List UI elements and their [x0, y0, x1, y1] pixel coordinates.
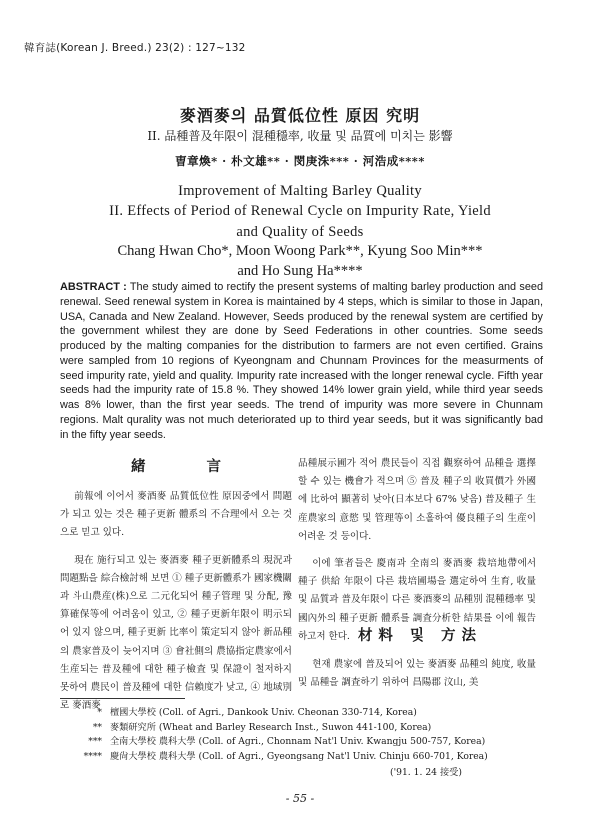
english-authors-line-1: Chang Hwan Cho*, Moon Woong Park**, Kyung Soo Min*** [117, 243, 483, 259]
footnote-mark: *** [88, 736, 102, 747]
footnote-mark: **** [83, 750, 102, 762]
abstract-text: The study aimed to rectify the present systems of malting barley production and seed renewal. Seed renewal system in Korea is maintained by 4 steps, which is similar to those in Japan, USA, Canada and New Zealand. However, Seeds produced by the renewal system are certified by the government whilest they are done by Seed Federations in other countries. Some seeds produced by the malting companies for the distribution to farmers are not even certified. Grains were sampled from 10 regions of Kyeongnam and Chunnam Provinces for the measurments of seed impurity rate, yield and quality. Impurity rate increased with the longer renewal cycle. Fifth year seeds had the impurity rate of 15.8 %. They showed 14% lower grain yield, while third year seeds was 8% lower, than the first year seeds. The trend of impurity was more severe in Chunnam regions. Malt qurality was not much deteriorated up to third year seeds, but it was significantly bad in the fifty year seeds. [60, 281, 544, 441]
english-title-line-2: II. Effects of Period of Renewal Cycle on Impurity Rate, Yield [109, 203, 491, 219]
right-column-bottom [298, 656, 536, 692]
korean-authors: 曺章煥* · 朴文雄** · 閔庚洙*** · 河浩成**** [175, 154, 425, 168]
abstract [60, 280, 543, 442]
paragraph: 현재 農家에 普及되어 있는 麥酒麥 品種의 純度, 收量 및 品種을 調査하기 위하여 昌陽郡 汶山, 美 [298, 659, 536, 689]
korean-subtitle: II. 品種普及年限이 混種穩率, 收量 및 品質에 미치는 影響 [147, 129, 453, 143]
methods-heading: 材料 및 方法 [357, 627, 483, 644]
footnote-text: 慶尙大學校 農科大學 (Coll. of Agri., Gyeongsang Nat'l Univ. Chinju 660-701, Korea) [110, 750, 488, 762]
paragraph: 前報에 이어서 麥酒麥 品質低位性 原因중에서 問題가 되고 있는 것은 種子更新 體系의 不合理에서 오는 것으로 믿고 있다. [60, 491, 292, 539]
footnote [0, 735, 600, 750]
english-title-line-3: and Quality of Seeds [236, 224, 364, 240]
paragraph: 品種展示圃가 적어 農民들이 직접 觀察하여 品種을 選擇할 수 있는 機會가 적으며 ⑤ 普及 種子의 收買價가 外國에 比하여 顯著히 낮아(日本보다 67% 낮음) 普及種子 生産農家의 意慾 및 管理等이 소홀하여 優良種子의 生産이 어려운 것 등이다. [298, 458, 536, 542]
footnotes [0, 706, 600, 764]
footnote [0, 721, 600, 736]
paragraph: 現在 施行되고 있는 麥酒麥 種子更新體系의 現況과 問題點을 綜合檢討해 보면 ① 種子更新體系가 國家機關과 斗山農産(株)으로 二元化되어 種子管理 및 分配, 豫算確保等에 어려움이 있고, ② 種子更新年限이 明示되어 있지 않으며, 種子更新 比率이 策定되지 않아 新品種의 農家普及이 늦어지며 ③ 會社側의 農協指定農家에서 生産되는 普及種에 대한 種子檢査 및 保證이 철저하지 못하여 農民이 普及種에 대한 信賴度가 낮고, ④ 地域別로 麥酒麥 [60, 554, 292, 712]
english-authors-line-2: and Ho Sung Ha**** [237, 263, 363, 279]
received-date: ('91. 1. 24 接受) [390, 767, 462, 778]
footnote-mark: * [97, 707, 102, 718]
left-column [60, 488, 292, 715]
english-title-line-1: Improvement of Malting Barley Quality [178, 183, 422, 199]
introduction-heading: 緒 言 [130, 458, 250, 475]
journal-citation: 韓育誌(Korean J. Breed.) 23(2) : 127~132 [24, 42, 246, 54]
korean-title: 麥酒麥의 品質低位性 原因 究明 [179, 106, 421, 125]
right-column-top [298, 455, 536, 646]
footnote-mark: ** [92, 721, 102, 733]
abstract-label: ABSTRACT : [60, 281, 127, 293]
page-number: - 55 - [285, 792, 315, 805]
footnote [0, 706, 600, 721]
footnote-rule [60, 698, 185, 699]
footnote-text: 全南大學校 農科大學 (Coll. of Agri., Chonnam Nat'l Univ. Kwangju 500-757, Korea) [110, 736, 486, 747]
footnote-text: 麥類研究所 (Wheat and Barley Research Inst., Suwon 441-100, Korea) [110, 721, 432, 733]
footnote-text: 檀國大學校 (Coll. of Agri., Dankook Univ. Cheonan 330-714, Korea) [110, 707, 417, 718]
paragraph: 이에 筆者들은 慶南과 全南의 麥酒麥 栽培地帶에서 種子 供給 年限이 다른 栽培圃場을 選定하여 生育, 收量 및 品質과 普及年限이 다른 麥酒麥의 品種別 混種穩率 및 國內外의 種子更新 體系를 調査分析한 結果를 이에 報告하고저 한다. [298, 558, 536, 642]
footnote [0, 750, 600, 765]
